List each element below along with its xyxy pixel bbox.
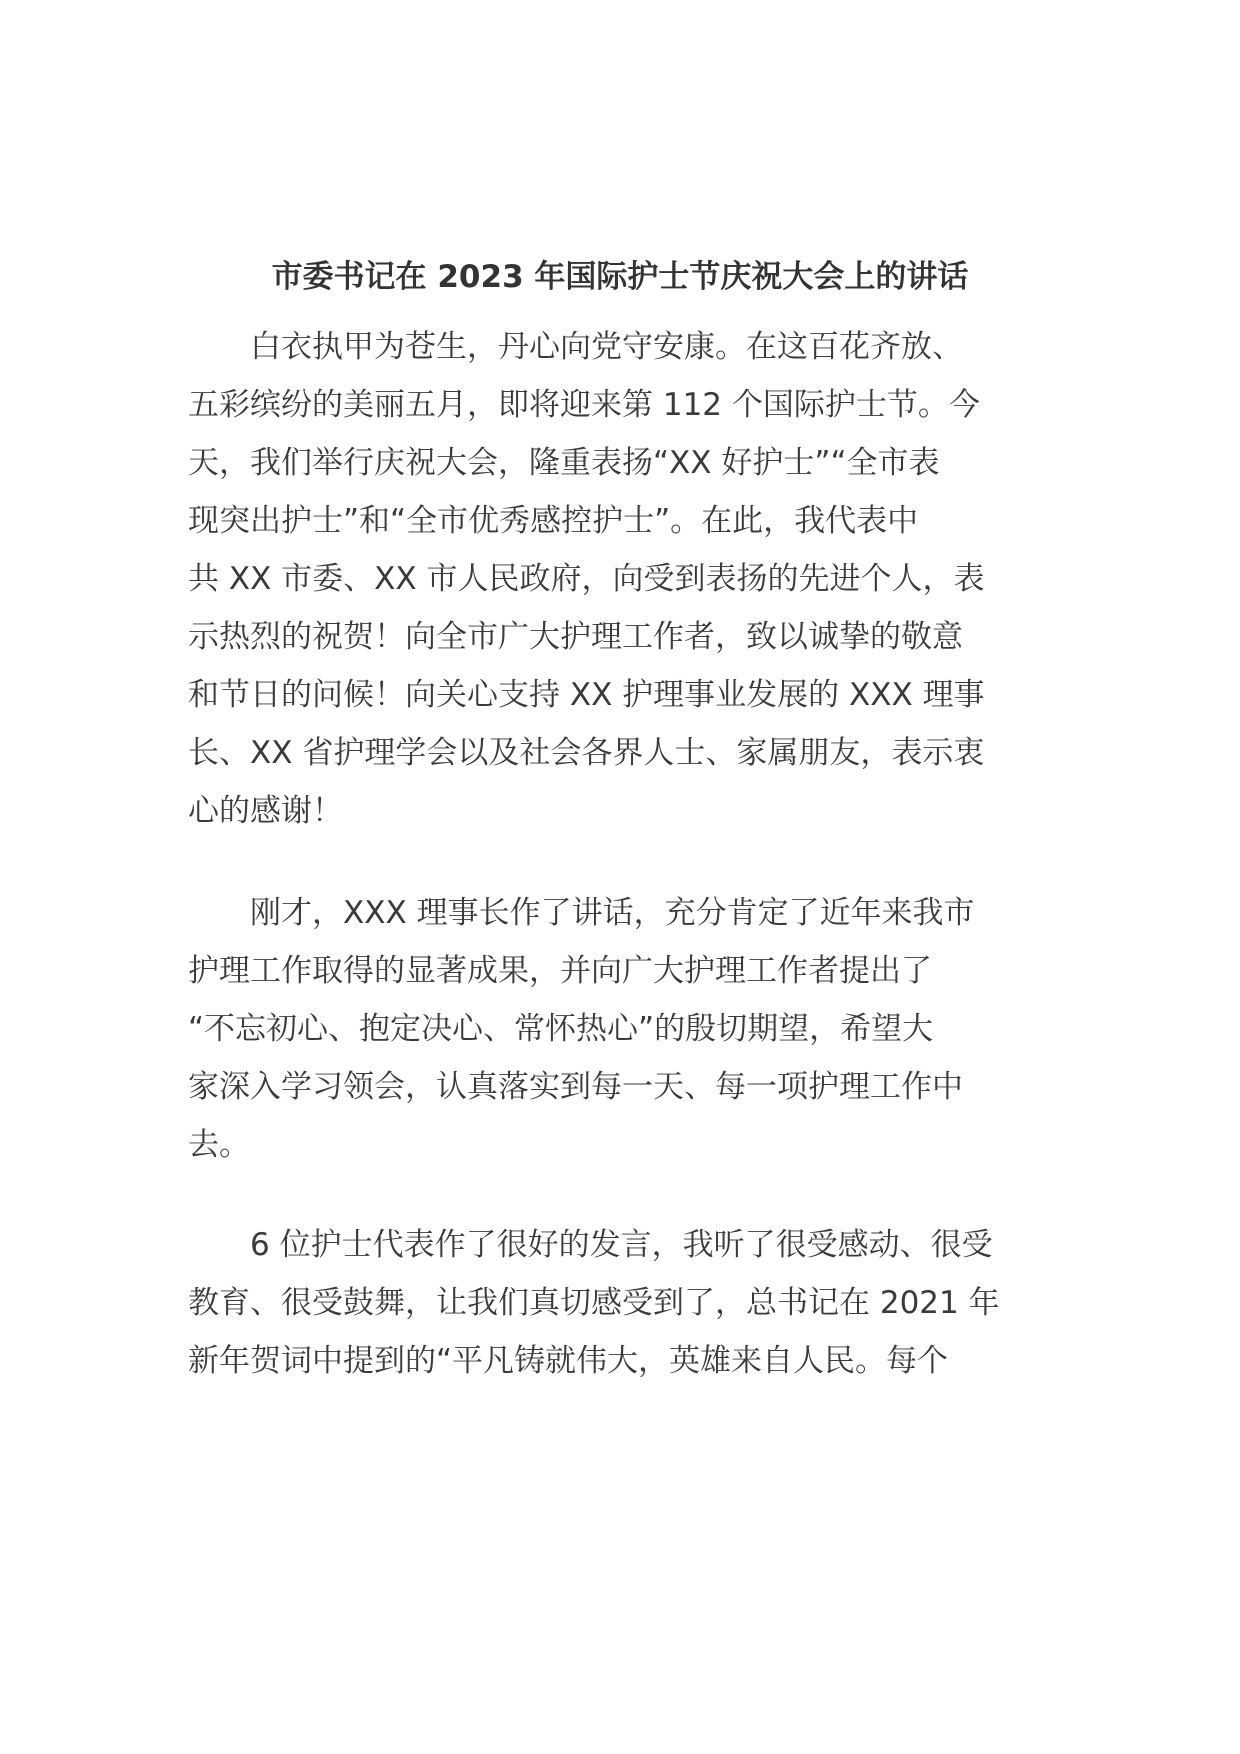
- paragraph-1-line-8: 长、XX 省护理学会以及社会各界人士、家属朋友，表示衷: [188, 735, 985, 771]
- paragraph-2-line-3: “不忘初心、抱定决心、常怀热心”的殷切期望，希望大: [188, 1011, 934, 1047]
- paragraph-1-line-3: 天，我们举行庆祝大会，隆重表扬“XX 好护士”“全市表: [188, 445, 940, 481]
- paragraph-3-line-3: 新年贺词中提到的“平凡铸就伟大，英雄来自人民。每个: [188, 1343, 949, 1379]
- paragraph-1-line-6: 示热烈的祝贺！向全市广大护理工作者，致以诚挚的敬意: [188, 619, 963, 655]
- paragraph-1-line-7: 和节日的问候！向关心支持 XX 护理事业发展的 XXX 理事: [188, 677, 985, 713]
- paragraph-1-line-1: 白衣执甲为苍生，丹心向党守安康。在这百花齐放、: [188, 329, 963, 365]
- paragraph-2-line-5: 去。: [188, 1127, 250, 1163]
- paragraph-1-line-2: 五彩缤纷的美丽五月，即将迎来第 112 个国际护士节。今: [188, 387, 980, 423]
- document-title: 市委书记在 2023 年国际护士节庆祝大会上的讲话: [271, 259, 969, 295]
- paragraph-1-line-4: 现突出护士”和“全市优秀感控护士”。在此，我代表中: [188, 503, 919, 539]
- paragraph-3-line-2: 教育、很受鼓舞，让我们真切感受到了，总书记在 2021 年: [188, 1285, 1000, 1321]
- paragraph-2-line-1: 刚才，XXX 理事长作了讲话，充分肯定了近年来我市: [188, 895, 975, 931]
- paragraph-1-line-5: 共 XX 市委、XX 市人民政府，向受到表扬的先进个人，表: [188, 561, 985, 597]
- paragraph-3-line-1: 6 位护士代表作了很好的发言，我听了很受感动、很受: [188, 1227, 993, 1263]
- paragraph-2-line-4: 家深入学习领会，认真落实到每一天、每一项护理工作中: [188, 1069, 963, 1105]
- paragraph-2-line-2: 护理工作取得的显著成果，并向广大护理工作者提出了: [188, 953, 932, 989]
- paragraph-1-line-9: 心的感谢！: [188, 793, 343, 829]
